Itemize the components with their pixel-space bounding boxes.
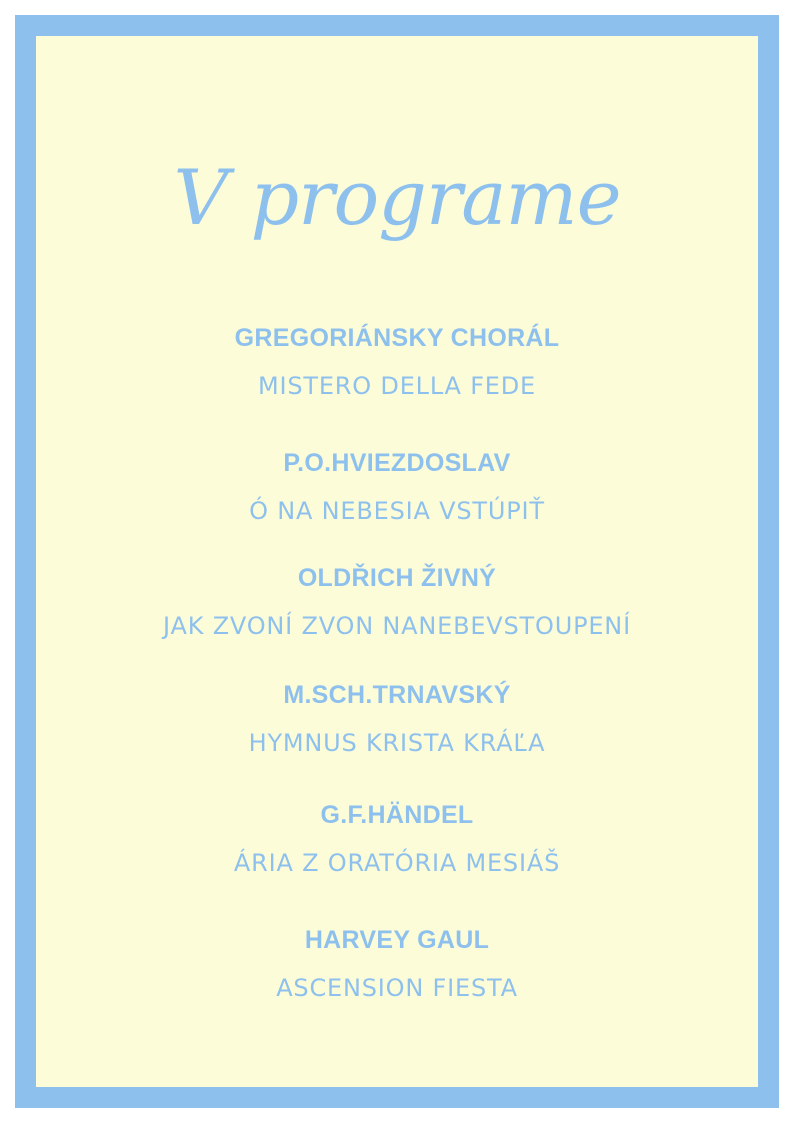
composer-name: M.SCH.TRNAVSKÝ <box>283 681 511 709</box>
program-item <box>0 323 794 401</box>
composer-name: GREGORIÁNSKY CHORÁL <box>234 324 560 352</box>
program-item <box>0 680 794 758</box>
work-title: ÁRIA Z ORATÓRIA MESIÁŠ <box>233 849 561 877</box>
composer-name: G.F.HÄNDEL <box>320 801 474 829</box>
work-title: HYMNUS KRISTA KRÁĽA <box>248 729 546 757</box>
program-title: V programe <box>173 153 621 242</box>
composer-name: P.O.HVIEZDOSLAV <box>283 449 511 477</box>
work-title: MISTERO DELLA FEDE <box>257 372 537 400</box>
work-title: ASCENSION FIESTA <box>276 974 518 1002</box>
program-item <box>0 448 794 526</box>
program-item <box>0 925 794 1003</box>
program-item <box>0 800 794 878</box>
composer-name: OLDŘICH ŽIVNÝ <box>297 564 497 592</box>
composer-name: HARVEY GAUL <box>304 926 490 954</box>
program-item <box>0 563 794 641</box>
work-title: Ó NA NEBESIA VSTÚPIŤ <box>249 497 545 525</box>
work-title: JAK ZVONÍ ZVON NANEBEVSTOUPENÍ <box>163 612 631 640</box>
